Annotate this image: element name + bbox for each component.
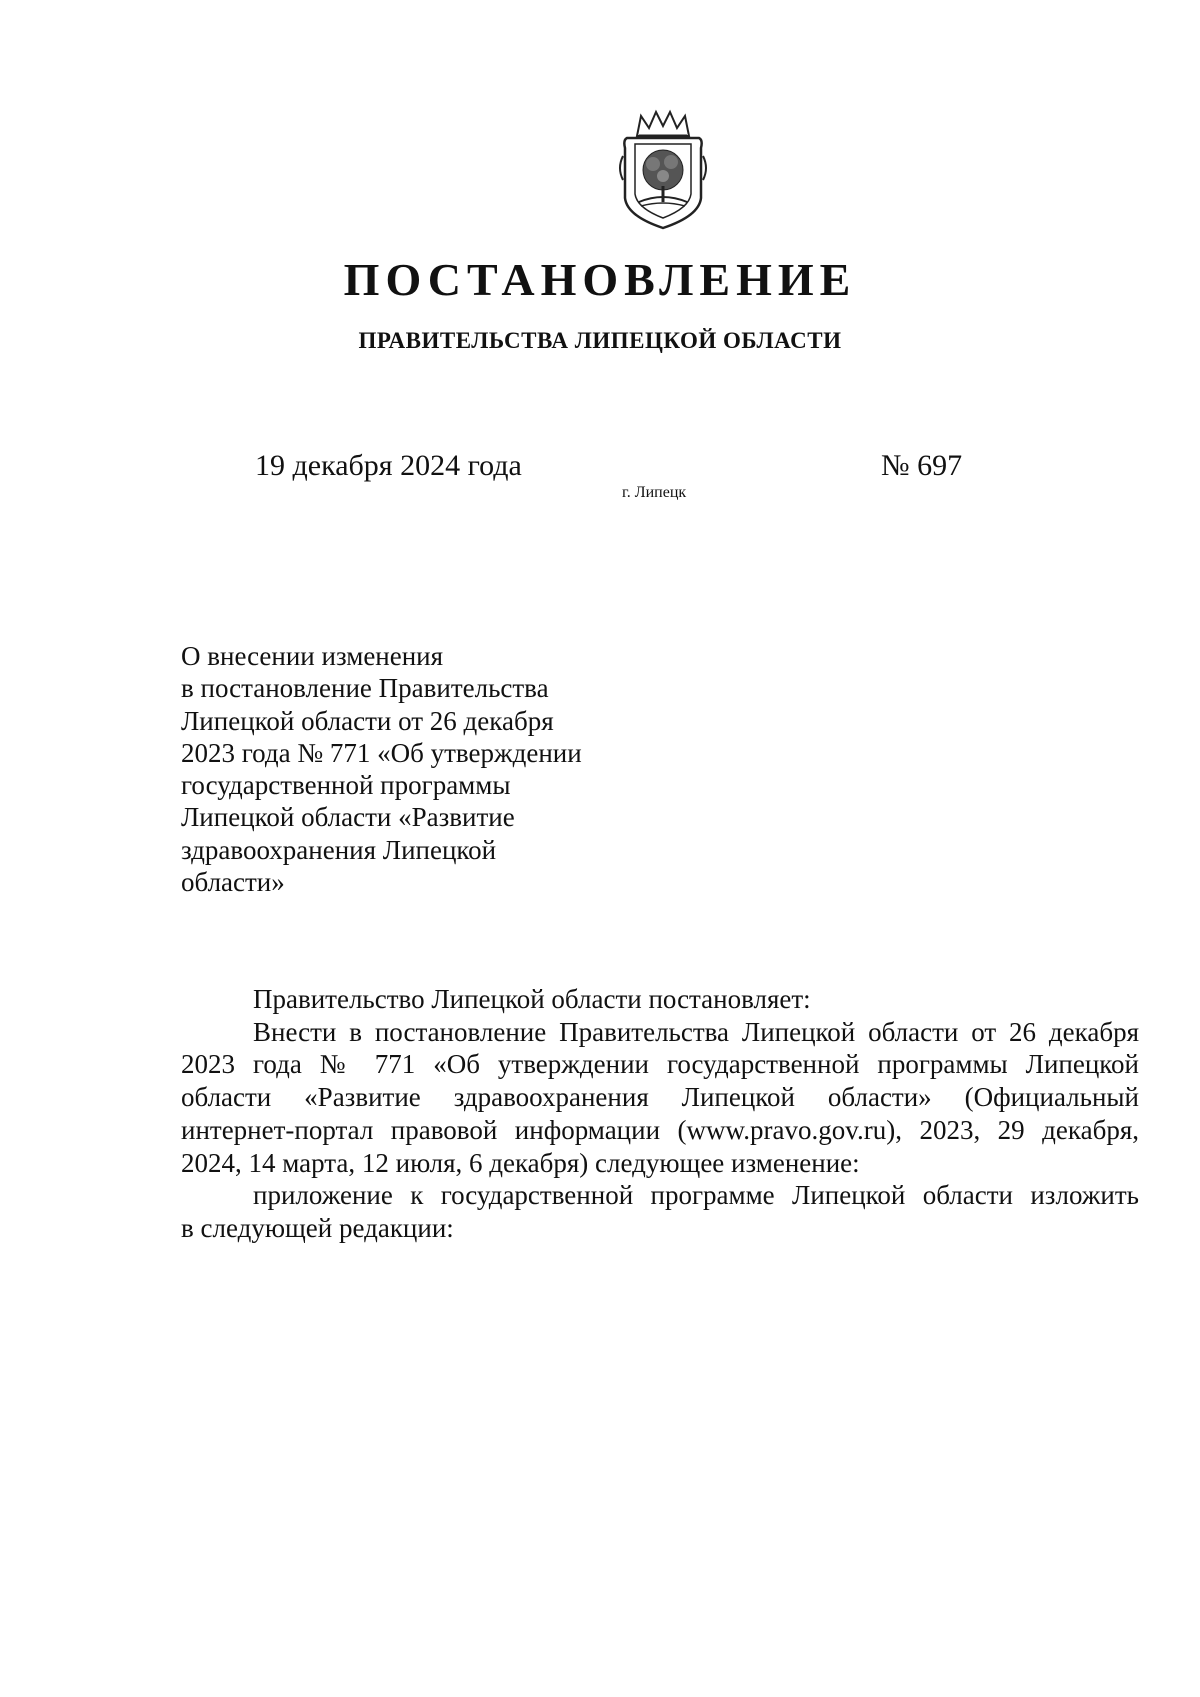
document-number: № 697 xyxy=(881,449,963,482)
body-intro: Правительство Липецкой области постановляет: xyxy=(253,984,811,1014)
body-line: 2024, 14 марта, 12 июля, 6 декабря) следующее изменение: xyxy=(181,1147,860,1178)
body-line: интернет-портал правовой информации (www.pravo.gov.ru), 2023, 29 декабря, xyxy=(181,1114,1139,1145)
document-issuer: ПРАВИТЕЛЬСТВА ЛИПЕЦКОЙ ОБЛАСТИ xyxy=(358,328,842,353)
subject-line: государственной программы xyxy=(181,770,511,801)
body-line: приложение к государственной программе Липецкой области изложить xyxy=(253,1180,1139,1211)
subject-line: здравоохранения Липецкой xyxy=(181,834,497,865)
subject-line: О внесении изменения xyxy=(181,641,444,671)
body-line: 2023 года № 771 «Об утверждении государственной программы Липецкой xyxy=(181,1049,1139,1080)
subject-line: 2023 года № 771 «Об утверждении xyxy=(181,737,582,768)
subject-line: Липецкой области «Развитие xyxy=(181,802,515,833)
subject-line: области» xyxy=(181,867,285,898)
body-paragraph-2 xyxy=(181,1179,1139,1244)
subject-line: в постановление Правительства xyxy=(181,673,549,704)
coat-of-arms-emblem xyxy=(613,108,713,232)
document-title: ПОСТАНОВЛЕНИЕ xyxy=(343,254,857,305)
document-body xyxy=(181,983,1139,1245)
body-paragraph-1 xyxy=(181,1016,1139,1180)
document-city: г. Липецк xyxy=(622,484,687,501)
body-line: в следующей редакции: xyxy=(181,1212,454,1243)
body-line: области «Развитие здравоохранения Липецкой области» (Официальный xyxy=(181,1082,1139,1113)
document-subject xyxy=(181,640,621,898)
body-line: Внести в постановление Правительства Липецкой области от 26 декабря xyxy=(253,1016,1139,1047)
document-date: 19 декабря 2024 года xyxy=(255,449,522,482)
subject-line: Липецкой области от 26 декабря xyxy=(181,705,554,736)
